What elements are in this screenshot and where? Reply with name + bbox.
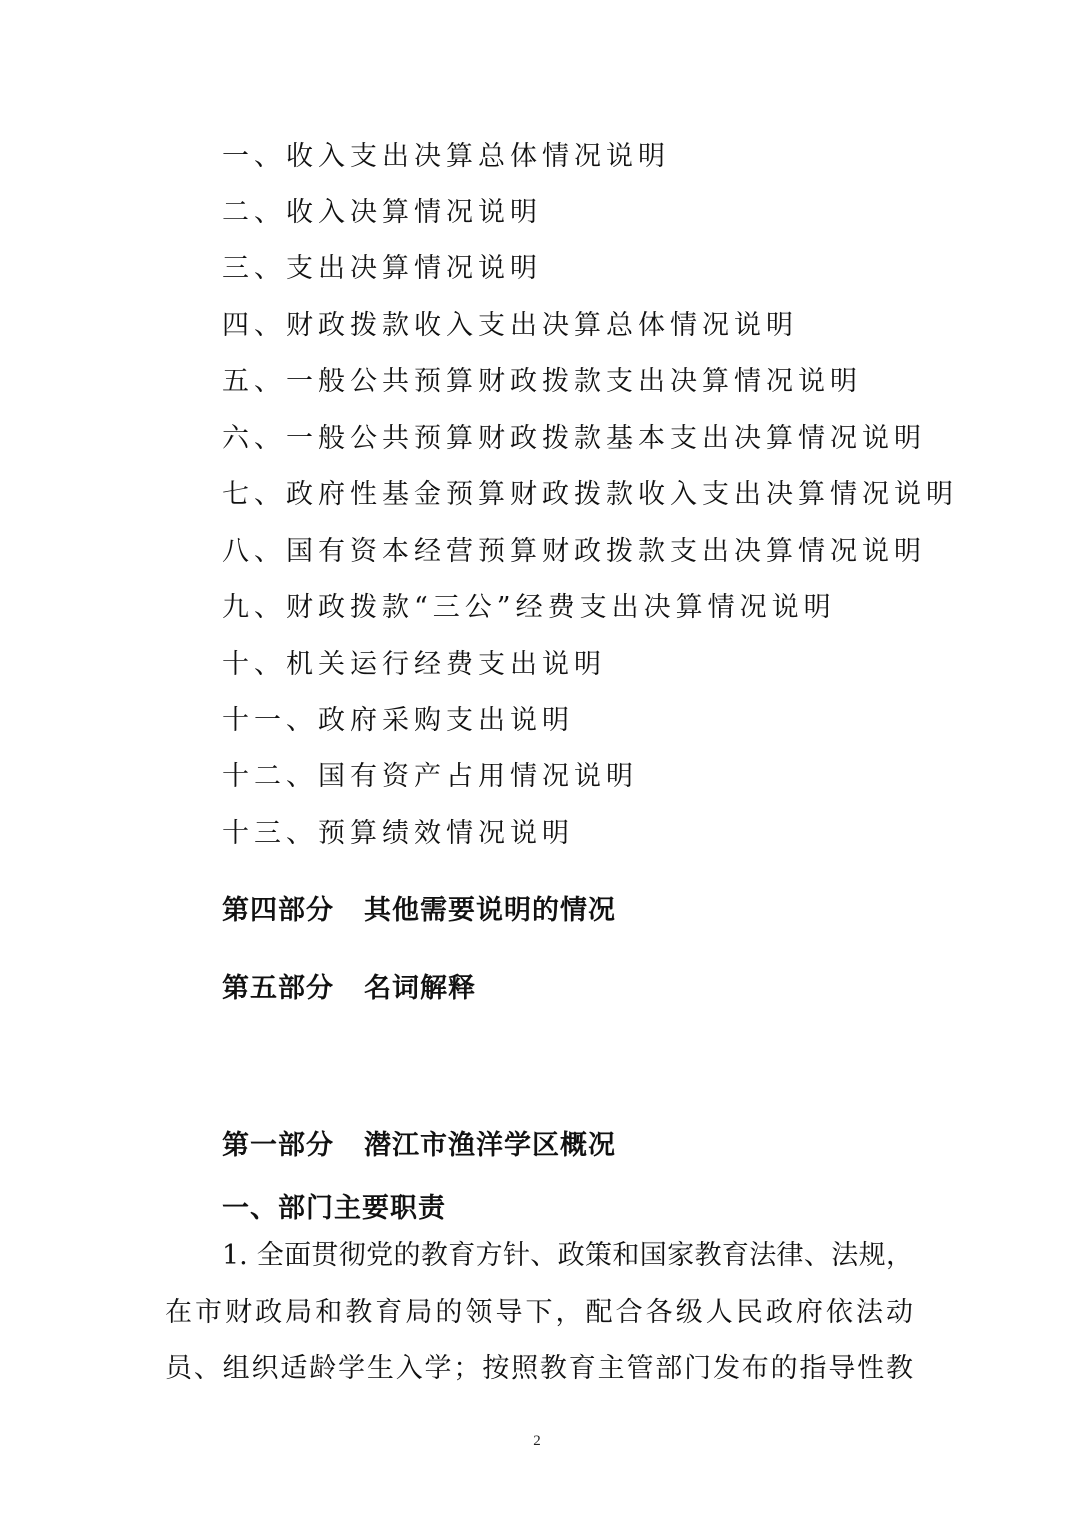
toc-item: 三、支出决算情况说明 (222, 253, 542, 284)
toc-item: 十、机关运行经费支出说明 (222, 649, 606, 680)
section-part-heading (222, 1129, 616, 1163)
toc-item: 二、收入决算情况说明 (222, 197, 542, 228)
toc-item: 一、收入支出决算总体情况说明 (222, 141, 670, 172)
toc-item: 五、一般公共预算财政拨款支出决算情况说明 (222, 366, 862, 397)
toc-item: 六、一般公共预算财政拨款基本支出决算情况说明 (222, 423, 926, 454)
paragraph-line: 1. 全面贯彻党的教育方针、政策和国家教育法律、法规， (222, 1240, 913, 1271)
part-title: 名词解释 (364, 973, 476, 1004)
toc-item: 十二、国有资产占用情况说明 (222, 761, 638, 792)
part-title: 其他需要说明的情况 (364, 895, 616, 926)
part-label: 第四部分 (222, 895, 334, 926)
toc-part-heading (222, 972, 476, 1006)
paragraph-line: 在市财政局和教育局的领导下，配合各级人民政府依法动 (165, 1297, 913, 1328)
toc-item: 八、国有资本经营预算财政拨款支出决算情况说明 (222, 536, 926, 567)
part-title: 潜江市渔洋学区概况 (364, 1130, 616, 1161)
part-label: 第一部分 (222, 1130, 334, 1161)
toc-item: 四、财政拨款收入支出决算总体情况说明 (222, 310, 798, 341)
paragraph-line: 员、组织适龄学生入学；按照教育主管部门发布的指导性教 (165, 1353, 913, 1384)
toc-item: 十一、政府采购支出说明 (222, 705, 574, 736)
toc-item: 七、政府性基金预算财政拨款收入支出决算情况说明 (222, 479, 958, 510)
toc-part-heading (222, 894, 616, 928)
part-label: 第五部分 (222, 973, 334, 1004)
toc-item: 九、财政拨款“三公”经费支出决算情况说明 (222, 592, 836, 623)
toc-item: 十三、预算绩效情况说明 (222, 818, 574, 849)
section-subheading: 一、部门主要职责 (222, 1193, 446, 1224)
page-number: 2 (533, 1433, 541, 1449)
